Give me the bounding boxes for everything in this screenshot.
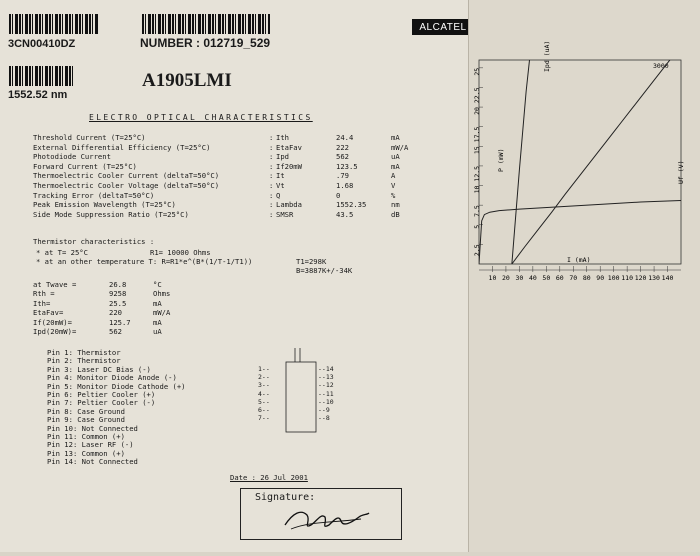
parameter-name: Side Mode Suppression Ratio (T=25°C) [33, 209, 189, 219]
separator: : [269, 152, 274, 162]
package-outline [258, 348, 348, 438]
y-axis-label-right: Uf (V) [677, 160, 685, 184]
thermistor-line-1a: * at T= 25°C [36, 248, 88, 257]
y-tick-label: 15 [473, 146, 481, 155]
parameter-unit: dB [391, 209, 400, 219]
parameter-value: .79 [336, 171, 349, 181]
x-tick-label: 40 [528, 274, 537, 282]
twave-value: 220 [109, 308, 122, 318]
parameter-name: Forward Current (T=25°C) [33, 161, 137, 171]
pin-item: Pin 7: Peltier Cooler (-) [47, 398, 156, 408]
signature-label: Signature: [255, 492, 316, 503]
parameter-symbol: SMSR [276, 209, 294, 219]
parameter-value: 0 [336, 190, 341, 200]
twave-unit: mA [153, 298, 162, 308]
pin-item: Pin 1: Thermistor [47, 348, 121, 357]
package-pin-left: 4-- [258, 389, 270, 398]
x-tick-label: 130 [648, 274, 660, 282]
parameter-value: 123.5 [336, 161, 358, 171]
pin-item: Pin 6: Peltier Cooler (+) [47, 390, 156, 399]
parameter-value: 24.4 [336, 133, 354, 142]
x-tick-label: 100 [607, 274, 620, 282]
parameter-symbol: If20mW [276, 161, 302, 171]
parameter-name: Thermoelectric Cooler Current (deltaT=50°C) [33, 171, 220, 181]
separator: : [269, 190, 274, 200]
thermistor-line-1b: R1= 10000 Ohms [150, 248, 211, 257]
package-pin-right: --9 [318, 406, 330, 414]
parameter-value: 222 [336, 142, 349, 152]
separator: : [269, 161, 274, 171]
twave-name: Ipd(20mW)= [33, 327, 77, 336]
twave-value: 562 [109, 327, 122, 336]
parameter-value: 1.68 [336, 181, 354, 190]
x-tick-label: 110 [621, 274, 634, 282]
parameter-unit: V [391, 181, 396, 190]
twave-unit: °C [153, 280, 162, 289]
twave-name: at Twave = [33, 280, 77, 289]
signature-box [240, 488, 402, 540]
part-code: 3CN00410DZ [8, 38, 76, 50]
x-tick-label: 140 [661, 274, 674, 282]
y-tick-label: 25 [473, 67, 481, 76]
parameter-unit: % [391, 190, 396, 200]
twave-unit: mW/A [153, 308, 171, 318]
pin-item: Pin 11: Common (+) [47, 432, 125, 441]
twave-value: 25.5 [109, 298, 127, 308]
barcode [142, 14, 270, 34]
twave-value: 26.8 [109, 280, 127, 289]
parameter-name: Peak Emission Wavelength (T=25°C) [33, 200, 176, 210]
top-axis-label: Ipd (uA) [543, 40, 551, 72]
section-title: ELECTRO_OPTICAL CHARACTERISTICS [89, 113, 313, 122]
y-tick-label: 12.5 [473, 165, 481, 182]
thermistor-b: B=3887K+/-34K [296, 266, 353, 275]
parameter-unit: mA [391, 161, 400, 171]
alcatel-logo: ALCATEL [412, 19, 474, 35]
parameter-symbol: Ith [276, 133, 289, 142]
parameter-symbol: EtaFav [276, 142, 302, 152]
parameter-name: Tracking Error (deltaT=50°C) [33, 190, 155, 200]
twave-value: 125.7 [109, 317, 131, 327]
package-pin-right: --13 [318, 373, 334, 382]
y-tick-label: 7.5 [473, 205, 481, 217]
package-pin-right: --14 [318, 365, 334, 373]
parameter-value: 1552.35 [336, 200, 367, 210]
twave-unit: Ohms [153, 289, 171, 299]
barcode [9, 14, 99, 34]
parameter-name: Photodiode Current [33, 152, 111, 162]
plot-area [479, 60, 681, 264]
pin-item: Pin 12: Laser RF (-) [47, 440, 134, 450]
y-tick-label: 20 [473, 107, 481, 115]
pin-item: Pin 5: Monitor Diode Cathode (+) [47, 381, 186, 391]
series-line-2 [479, 200, 681, 264]
x-tick-label: 60 [555, 274, 564, 282]
package-pin-right: --11 [318, 389, 334, 398]
thermistor-line-2: * at an other temperature T: R=R1*e^(B*(1/T-1/T1)) [36, 257, 253, 266]
parameter-name: Thermoelectric Cooler Voltage (deltaT=50°C) [33, 181, 220, 190]
x-tick-label: 120 [634, 274, 647, 282]
parameter-value: 562 [336, 152, 349, 162]
pin-item: Pin 9: Case Ground [47, 415, 125, 425]
series-line-1 [512, 46, 681, 264]
parameter-unit: nm [391, 200, 400, 210]
parameter-name: External Differential Efficiency (T=25°C) [33, 142, 211, 152]
pin-item: Pin 4: Monitor Diode Anode (-) [47, 373, 177, 383]
separator: : [269, 142, 274, 152]
pin-item: Pin 10: Not Connected [47, 423, 138, 433]
separator: : [269, 133, 274, 142]
package-pin-right: --10 [318, 397, 334, 406]
twave-name: Ith= [33, 298, 51, 308]
separator: : [269, 171, 274, 181]
package-pin-right: --12 [318, 381, 334, 390]
handwritten-signature [281, 503, 371, 535]
serial-number: NUMBER : 012719_529 [140, 36, 271, 50]
package-diagram [258, 348, 348, 438]
y-tick-label: 5 [473, 224, 481, 229]
y-tick-label: 22.5 [473, 87, 481, 104]
twave-unit: uA [153, 327, 162, 336]
thermistor-title: Thermistor characteristics : [33, 237, 155, 246]
y-tick-label: 10 [473, 185, 481, 194]
parameter-unit: A [391, 171, 396, 181]
package-pin-left: 3-- [258, 381, 270, 390]
y-tick-label: 2.5 [473, 244, 481, 257]
x-tick-label: 80 [582, 274, 591, 282]
package-pin-right: --8 [318, 414, 330, 423]
pin-item: Pin 3: Laser DC Bias (-) [47, 364, 151, 374]
y-axis-label-left: P (mW) [497, 148, 505, 172]
separator: : [269, 200, 274, 210]
pin-item: Pin 13: Common (+) [47, 448, 125, 458]
x-axis-label: I (mA) [567, 256, 591, 264]
package-pin-left: 7-- [258, 414, 270, 423]
y-tick-label: 17.5 [473, 126, 481, 143]
pin-item: Pin 8: Case Ground [47, 406, 125, 416]
twave-name: EtaFav= [33, 308, 64, 318]
parameter-unit: mA [391, 133, 400, 142]
package-pin-left: 6-- [258, 406, 270, 414]
date: Date : 26 Jul 2001 [230, 473, 308, 482]
pin-item: Pin 14: Not Connected [47, 457, 138, 467]
pin-item: Pin 2: Thermistor [47, 356, 121, 366]
series-line-3 [512, 29, 533, 264]
parameter-unit: uA [391, 152, 400, 162]
x-tick-label: 70 [569, 274, 578, 282]
model-title: A1905LMI [142, 70, 232, 91]
twave-name: Rth = [33, 289, 55, 299]
parameter-symbol: Q [276, 190, 281, 200]
parameter-symbol: Vt [276, 181, 285, 190]
parameter-value: 43.5 [336, 209, 354, 219]
chart-page [468, 0, 700, 552]
parameter-unit: mW/A [391, 142, 409, 152]
package-pin-left: 2-- [258, 373, 270, 382]
separator: : [269, 181, 274, 190]
x-tick-label: 50 [542, 274, 551, 282]
twave-value: 9258 [109, 289, 127, 299]
wavelength-label: 1552.52 nm [8, 89, 68, 101]
parameter-symbol: Ipd [276, 152, 289, 162]
x-tick-label: 20 [502, 274, 510, 282]
twave-unit: mA [153, 317, 162, 327]
separator: : [269, 209, 274, 219]
liv-chart [469, 0, 700, 552]
x-tick-label: 10 [488, 274, 497, 282]
parameter-symbol: It [276, 171, 285, 181]
package-pin-left: 1-- [258, 365, 270, 373]
parameter-name: Threshold Current (T=25°C) [33, 133, 146, 142]
top-axis-value: 3000 [653, 62, 669, 70]
parameter-symbol: Lambda [276, 200, 302, 210]
x-tick-label: 30 [515, 274, 524, 282]
twave-name: If(20mW)= [33, 317, 72, 327]
barcode [9, 66, 73, 86]
x-tick-label: 90 [596, 274, 605, 282]
package-pin-left: 5-- [258, 397, 270, 406]
thermistor-t1: T1=298K [296, 257, 327, 266]
